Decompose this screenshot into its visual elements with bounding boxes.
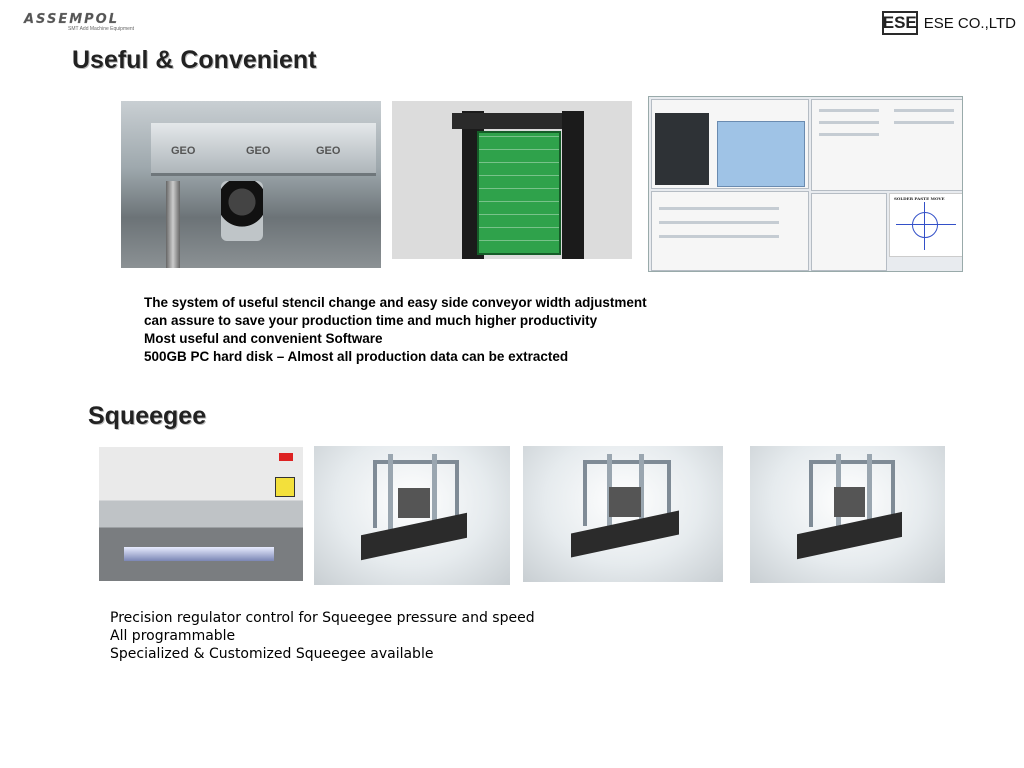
section-title-squeegee: Squeegee bbox=[88, 402, 207, 430]
squeegee-head-render bbox=[750, 446, 945, 583]
camera-view bbox=[655, 113, 709, 185]
company-name: ESE CO.,LTD bbox=[923, 14, 1016, 32]
field-line bbox=[894, 109, 954, 112]
logo-wordmark: ASSEMPOL bbox=[24, 12, 120, 27]
indicator-light bbox=[279, 453, 293, 461]
logo-subtitle: SMT Add Machine Equipment bbox=[68, 26, 135, 32]
control-panel bbox=[717, 121, 805, 187]
stencil-plate bbox=[151, 123, 376, 176]
conveyor-rail bbox=[562, 111, 584, 259]
plate-label: GEO bbox=[316, 145, 341, 157]
plate-label: GEO bbox=[246, 145, 271, 157]
squeegee-head-render bbox=[314, 446, 510, 585]
field-line bbox=[659, 221, 779, 224]
section-title-useful: Useful & Convenient bbox=[72, 46, 317, 74]
ese-logo-mark bbox=[882, 11, 918, 35]
desc-line: 500GB PC hard disk – Almost all production data can be extracted bbox=[144, 349, 569, 364]
squeegee-blade bbox=[124, 547, 274, 561]
field-line bbox=[819, 121, 879, 124]
desc-line: All programmable bbox=[110, 628, 236, 644]
assempol-logo bbox=[24, 12, 164, 34]
software-screenshot bbox=[648, 96, 963, 272]
diagram-label: SOLDER PASTE MOVE bbox=[894, 196, 945, 201]
desc-line: can assure to save your production time and much higher productivity bbox=[144, 313, 598, 328]
desc-line: The system of useful stencil change and easy side conveyor width adjustment bbox=[144, 295, 647, 310]
head-motor bbox=[609, 487, 641, 517]
field-line bbox=[659, 235, 779, 238]
side-conveyor-photo bbox=[392, 101, 632, 259]
offset-pane bbox=[811, 193, 887, 271]
head-post bbox=[388, 454, 393, 530]
solder-paste-diagram bbox=[889, 193, 963, 257]
plate-label: GEO bbox=[171, 145, 196, 157]
field-line bbox=[659, 207, 779, 210]
section1-description bbox=[144, 294, 647, 366]
settings-pane bbox=[811, 99, 963, 191]
squeegee-head-render bbox=[523, 446, 723, 582]
ese-mark-text: ESE bbox=[882, 13, 917, 32]
head-motor bbox=[398, 488, 429, 519]
desc-line: Precision regulator control for Squeegee pressure and speed bbox=[110, 610, 535, 626]
conveyor-bar bbox=[452, 113, 562, 129]
diagram-circle bbox=[912, 212, 938, 238]
desc-line: Most useful and convenient Software bbox=[144, 331, 383, 346]
parameters-pane bbox=[651, 191, 809, 271]
clamp-knob bbox=[221, 181, 263, 241]
squeegee-machine-photo bbox=[99, 447, 303, 581]
field-line bbox=[894, 121, 954, 124]
head-motor bbox=[834, 487, 865, 517]
desc-line: Specialized & Customized Squeegee available bbox=[110, 646, 434, 662]
pcb-board bbox=[477, 131, 561, 255]
section2-description bbox=[110, 609, 535, 663]
ese-logo bbox=[882, 10, 1016, 36]
field-line bbox=[819, 109, 879, 112]
stencil-change-photo bbox=[121, 101, 381, 268]
field-line bbox=[819, 133, 879, 136]
warning-label bbox=[275, 477, 295, 497]
stencil-rod bbox=[166, 181, 180, 268]
